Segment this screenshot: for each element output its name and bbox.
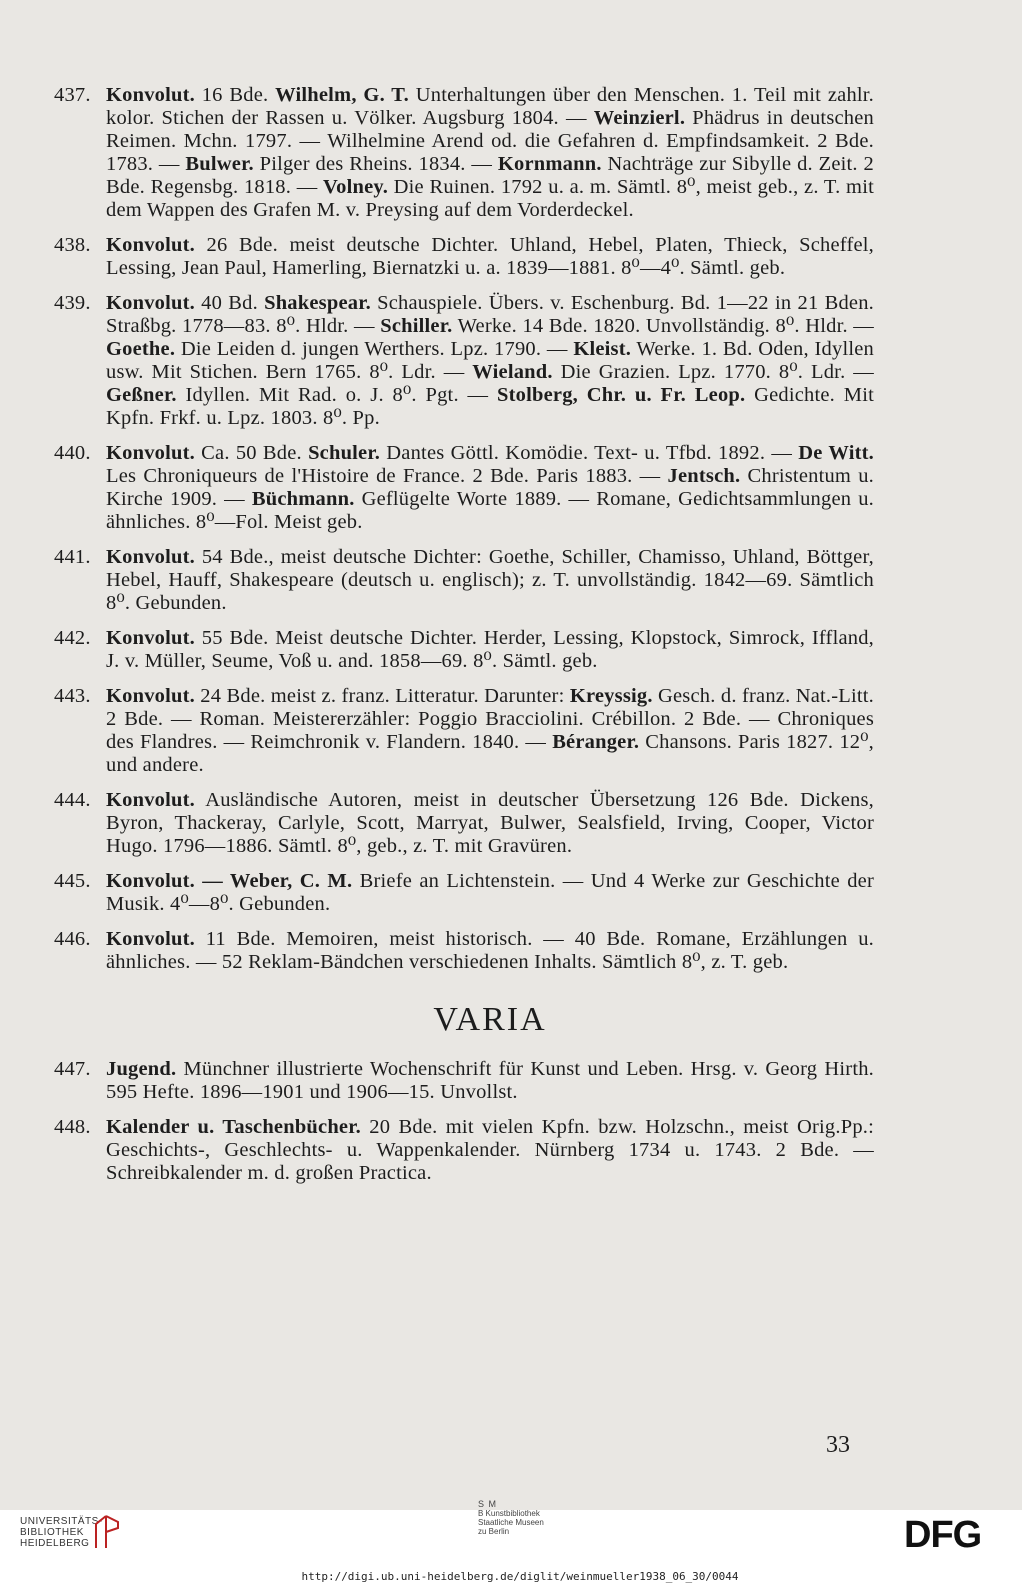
lot-author: Konvolut. [106,292,195,314]
lot-author: Konvolut. [106,789,195,811]
logo-line: BIBLIOTHEK [20,1527,84,1538]
lot-text: Ausländische Autoren, meist in deutscher Übersetzung 126 Bde. Dickens, Byron, Thackeray, Carlyle, Scott, Marryat, Bulwer, Sealsfield, Irving, Cooper, Victor Hugo. 1796—1886. Sämtl. 8⁰, geb., z. T. mit Gravüren. [106,789,874,857]
lot-text: Werke. 14 Bde. 1820. Unvollständig. 8⁰. Hldr. — [452,315,875,337]
lot-author: Konvolut. [106,84,195,106]
lot-text: Nachträge zur Sibylle d. Zeit. 2 Bde. Regensbg. 1818. — [106,153,874,198]
lot-author: Kornmann. [497,153,602,175]
smb-kunstbibliothek-logo[interactable] [478,1500,578,1536]
lot-number: 442. [54,627,91,649]
page-number: 33 [826,1432,850,1458]
lot-number: 445. [54,870,91,892]
lot-number: 438. [54,234,91,256]
lot-text: Chansons. Paris 1827. 12⁰, und andere. [106,731,874,776]
library-emblem-icon [92,1514,122,1550]
lot-author: Wieland. [472,361,553,383]
lot-entry [54,442,874,534]
lot-entry [54,292,874,430]
lot-author: Jentsch. [667,465,741,487]
lot-text: Münchner illustrierte Wochenschrift für Kunst und Leben. Hrsg. v. Georg Hirth. 595 Hefte. 1896—1901 und 1906—15. Unvollst. [106,1058,874,1103]
lot-text: Briefe an Lichtenstein. — Und 4 Werke zur Geschichte der Musik. 4⁰—8⁰. Gebunden. [106,870,874,915]
lot-number: 441. [54,546,91,568]
lot-entry [54,789,874,858]
logo-line: HEIDELBERG [20,1538,90,1549]
lot-text: Ca. 50 Bde. [194,442,309,464]
logo-line: zu Berlin [478,1527,510,1536]
lot-number: 448. [54,1116,91,1138]
lot-author: De Witt. [798,442,874,464]
lot-author: Konvolut. [106,442,195,464]
lot-text: Die Grazien. Lpz. 1770. 8⁰. Ldr. — [552,361,874,383]
dfg-logo[interactable]: DFG [904,1514,982,1556]
lot-entry [54,234,874,280]
lot-author: Stolberg, Chr. u. Fr. Leop. [497,384,746,406]
lot-number: 440. [54,442,91,464]
logo-line: UNIVERSITÄTS- [20,1516,103,1527]
lot-author: Schuler. [308,442,381,464]
lot-text: Die Ruinen. 1792 u. a. m. Sämtl. 8⁰, meist geb., z. T. mit dem Wappen des Grafen M. v. Preysing auf dem Vorderdeckel. [106,176,874,221]
lot-text: 11 Bde. Memoiren, meist historisch. — 40 Bde. Romane, Erzählungen u. ähnliches. — 52 Reklam-Bändchen verschiedenen Inhalts. Sämtlich 8⁰, z. T. geb. [106,928,874,973]
lot-text: Christentum u. Kirche 1909. — [106,465,875,510]
logo-line: B Kunstbibliothek [478,1509,540,1518]
lot-author: Konvolut. [106,627,195,649]
lot-text: 26 Bde. meist deutsche Dichter. Uhland, Hebel, Platen, Thieck, Scheffel, Lessing, Jean Paul, Hamerling, Biernatzki u. a. 1839—1881. 8⁰—4⁰. Sämtl. geb. [106,234,874,279]
lot-text: Les Chroniqueurs de l'Histoire de France. 2 Bde. Paris 1883. — [106,465,668,487]
lot-number: 443. [54,685,91,707]
lot-text: Dantes Göttl. Komödie. Text- u. Tfbd. 1892. — [380,442,799,464]
lot-author: Konvolut. [106,546,195,568]
lot-author: Kleist. [573,338,632,360]
lot-author: Goethe. [106,338,176,360]
lot-author: Volney. [323,176,389,198]
lot-entry [54,928,874,974]
lot-author: Jugend. [106,1058,177,1080]
lot-entry [54,1116,874,1185]
lot-text: 40 Bd. [194,292,265,314]
lot-author: Wilhelm, G. T. [275,84,409,106]
lot-number: 444. [54,789,91,811]
lot-text: 24 Bde. meist z. franz. Litteratur. Darunter: [194,685,570,707]
lot-text: Schauspiele. Übers. v. Eschenburg. Bd. 1—22 in 21 Bden. Straßbg. 1778—83. 8⁰. Hldr. — [106,292,874,337]
lot-entry [54,627,874,673]
catalog-entries [54,84,874,1197]
lot-text: 16 Bde. [194,84,276,106]
lot-entry [54,870,874,916]
source-url[interactable]: http://digi.ub.uni-heidelberg.de/diglit/weinmueller1938_06_30/0044 [301,1570,739,1583]
lot-author: Büchmann. [251,488,355,510]
lot-author: Bulwer. [185,153,254,175]
varia-lot-list [54,1058,874,1185]
lot-author: Konvolut. — Weber, C. M. [106,870,353,892]
page-edge [1022,0,1031,1510]
lot-text: Unterhaltungen über den Menschen. 1. Teil mit zahlr. kolor. Stichen der Rassen u. Völker. Augsburg 1804. — [106,84,875,129]
lot-text: Pilger des Rheins. 1834. — [253,153,498,175]
lot-author: Konvolut. [106,685,195,707]
lot-entry [54,685,874,777]
section-heading-varia: VARIA [433,1001,547,1038]
lot-text: Gesch. d. franz. Nat.-Litt. 2 Bde. — Roman. Meistererzähler: Poggio Bracciolini. Crébillon. 2 Bde. — Chroniques des Flandres. — Reimchronik v. Flandern. 1840. — [106,685,875,753]
lot-author: Konvolut. [106,928,195,950]
lot-list [54,84,874,974]
university-library-logo[interactable] [20,1516,103,1549]
lot-number: 437. [54,84,91,106]
lot-author: Schiller. [380,315,453,337]
smb-mark: S M [478,1499,498,1509]
lot-author: Geßner. [106,384,177,406]
lot-text: Idyllen. Mit Rad. o. J. 8⁰. Pgt. — [176,384,498,406]
lot-author: Béranger. [552,731,640,753]
lot-text: 55 Bde. Meist deutsche Dichter. Herder, Lessing, Klopstock, Simrock, Iffland, J. v. Müller, Seume, Voß u. and. 1858—69. 8⁰. Sämtl. geb. [106,627,874,672]
lot-entry [54,1058,874,1104]
lot-entry [54,546,874,615]
lot-author: Kreyssig. [569,685,653,707]
lot-author: Weinzierl. [593,107,686,129]
lot-number: 447. [54,1058,91,1080]
lot-author: Kalender u. Taschenbücher. [106,1116,361,1138]
lot-text: Geflügelte Worte 1889. — Romane, Gedichtsammlungen u. ähnliches. 8⁰—Fol. Meist geb. [106,488,874,533]
lot-author: Shakespear. [264,292,371,314]
lot-text: 54 Bde., meist deutsche Dichter: Goethe, Schiller, Chamisso, Uhland, Böttger, Hebel, Hauff, Shakespeare (deutsch u. englisch); z. T. unvollständig. 1842—69. Sämtlich 8⁰. Gebunden. [106,546,874,614]
lot-text: Phädrus in deutschen Reimen. Mchn. 1797. — Wilhelmine Arend od. die Gefahren d. Empfindsamkeit. 2 Bde. 1783. — [106,107,875,175]
lot-author: Konvolut. [106,234,195,256]
lot-number: 439. [54,292,91,314]
logo-line: Staatliche Museen [478,1518,544,1527]
lot-text: 20 Bde. mit vielen Kpfn. bzw. Holzschn., meist Orig.Pp.: Geschichts-, Geschlechts- u. Wappenkalender. Nürnberg 1734 u. 1743. 2 Bde. — Schreibkalender m. d. großen Practica. [106,1116,874,1184]
lot-number: 446. [54,928,91,950]
lot-text: Die Leiden d. jungen Werthers. Lpz. 1790. — [175,338,574,360]
lot-text: Werke. 1. Bd. Oden, Idyllen usw. Mit Stichen. Bern 1765. 8⁰. Ldr. — [106,338,874,383]
lot-text: Gedichte. Mit Kpfn. Frkf. u. Lpz. 1803. 8⁰. Pp. [106,384,874,429]
lot-entry [54,84,874,222]
